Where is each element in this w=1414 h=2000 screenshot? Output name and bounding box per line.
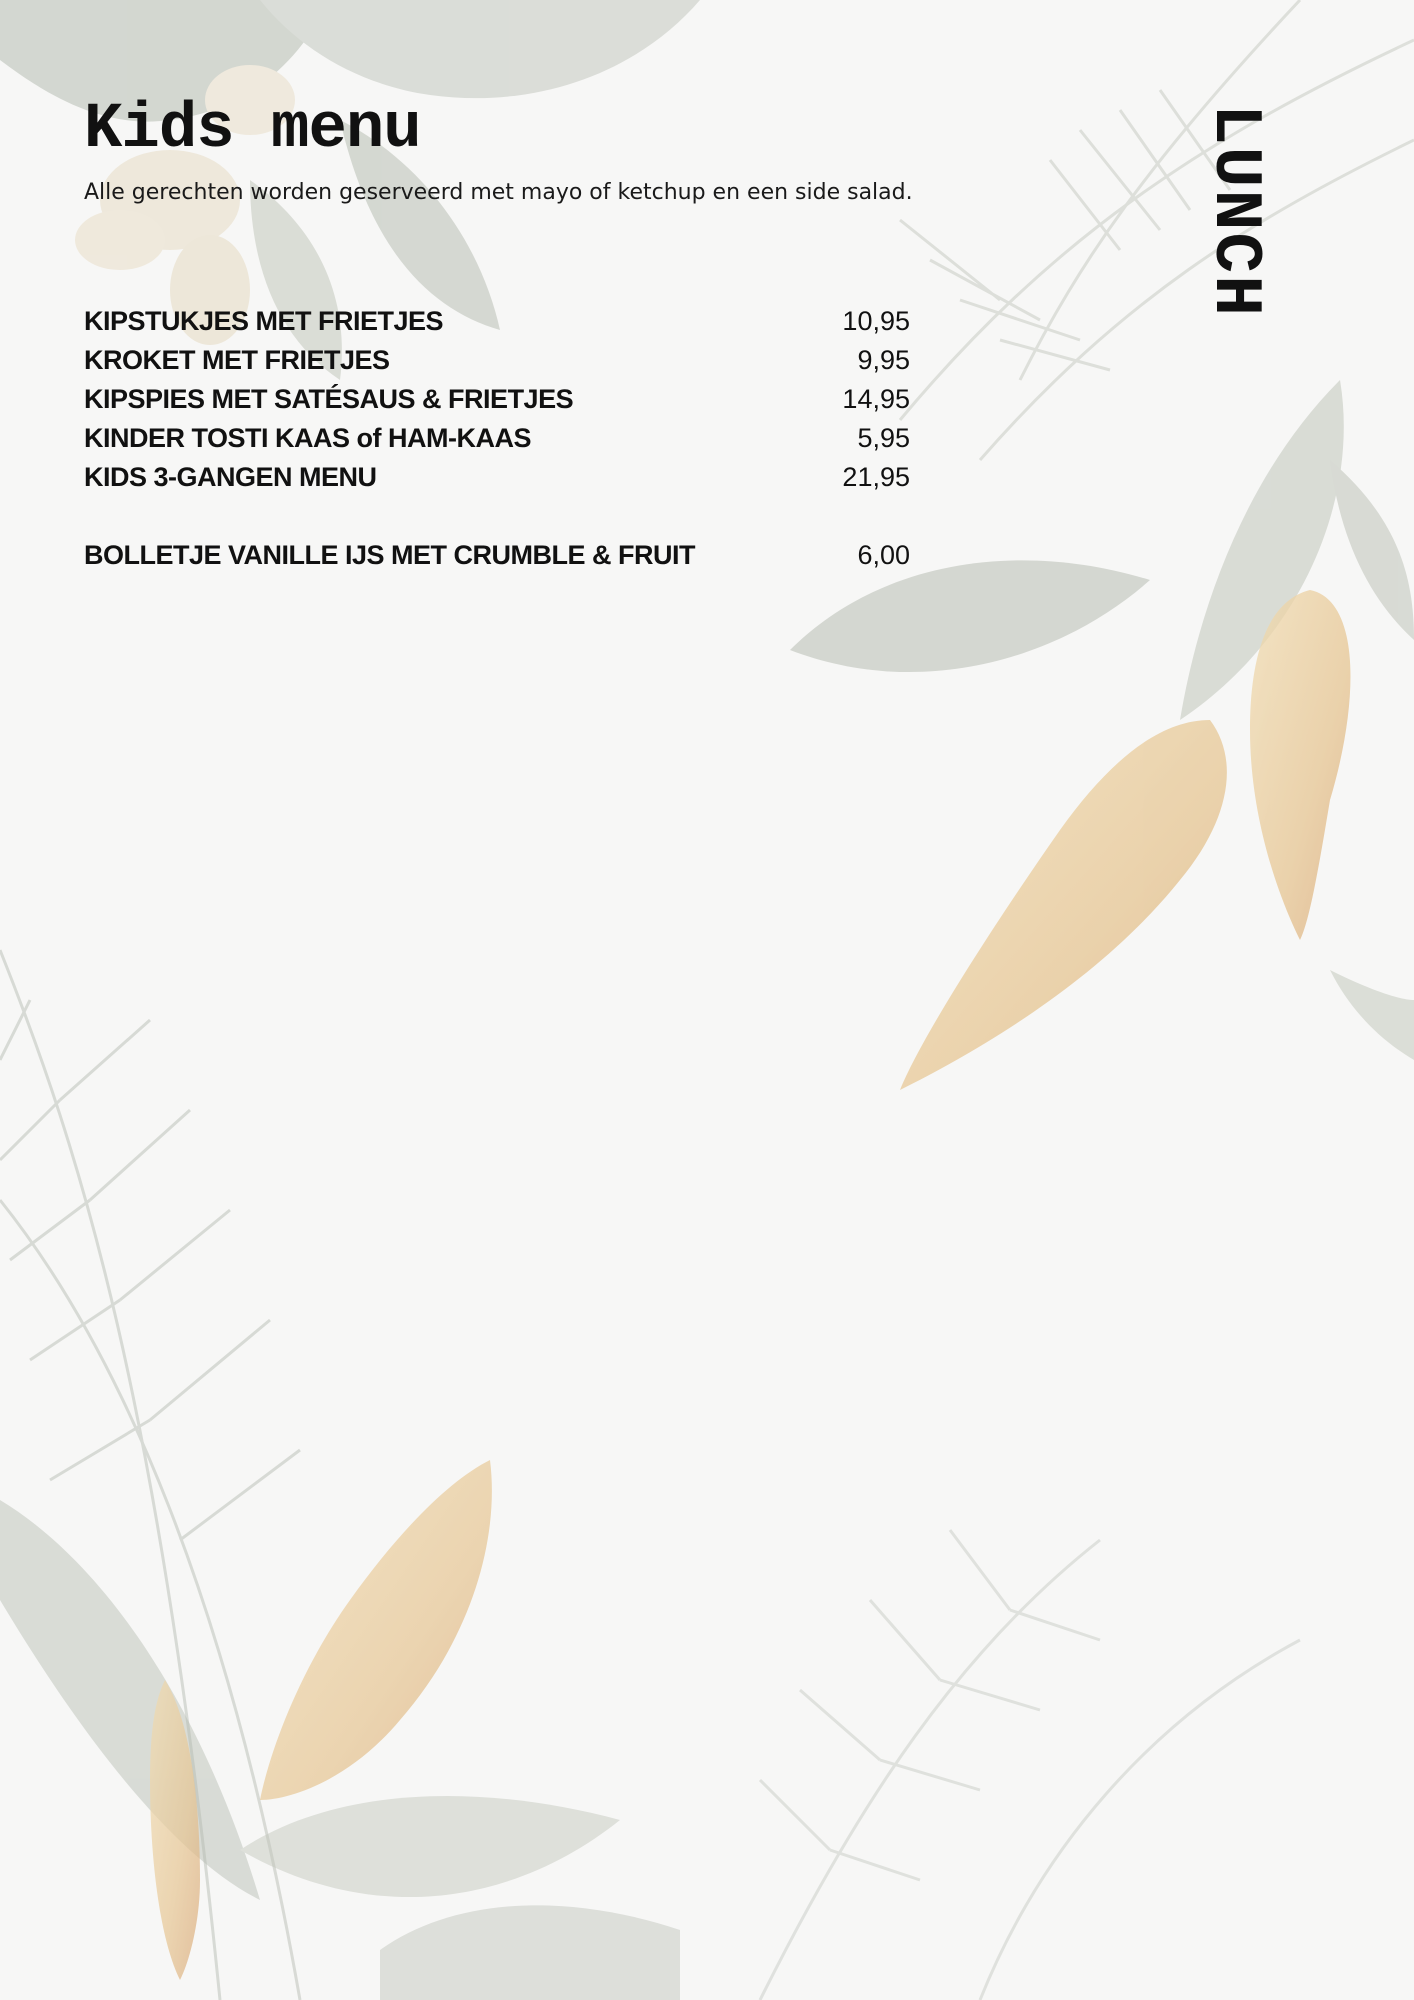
menu-item-price: 9,95: [857, 345, 910, 375]
menu-item: [84, 341, 910, 380]
menu-item: [84, 419, 910, 458]
menu-item-name: KIPSTUKJES MET FRIETJES: [84, 306, 444, 336]
menu-item-name: KIPSPIES MET SATÉSAUS & FRIETJES: [84, 384, 574, 414]
menu-item-name: KIDS 3-GANGEN MENU: [84, 462, 377, 492]
menu-item: [84, 302, 910, 341]
dessert-item-name: BOLLETJE VANILLE IJS MET CRUMBLE & FRUIT: [84, 540, 696, 570]
menu-item-price: 14,95: [842, 384, 910, 414]
section-side-label: LUNCH: [1196, 104, 1273, 319]
page-subtitle: Alle gerechten worden geserveerd met mayo of ketchup en een side salad.: [84, 180, 913, 205]
menu-item-name: KINDER TOSTI KAAS of HAM-KAAS: [84, 423, 531, 453]
menu-item-price: 21,95: [842, 462, 910, 492]
dessert-item-price: 6,00: [857, 540, 910, 570]
page-title: Kids menu: [84, 94, 421, 166]
menu-item-price: 10,95: [842, 306, 910, 336]
bottom-peppers: [150, 1460, 492, 1980]
menu-list: [84, 302, 910, 575]
menu-item-price: 5,95: [857, 423, 910, 453]
menu-item-name: KROKET MET FRIETJES: [84, 345, 390, 375]
bottom-right-fronds: [760, 1530, 1300, 2000]
dessert-item: [84, 536, 910, 575]
menu-item: [84, 380, 910, 419]
menu-item: [84, 458, 910, 497]
